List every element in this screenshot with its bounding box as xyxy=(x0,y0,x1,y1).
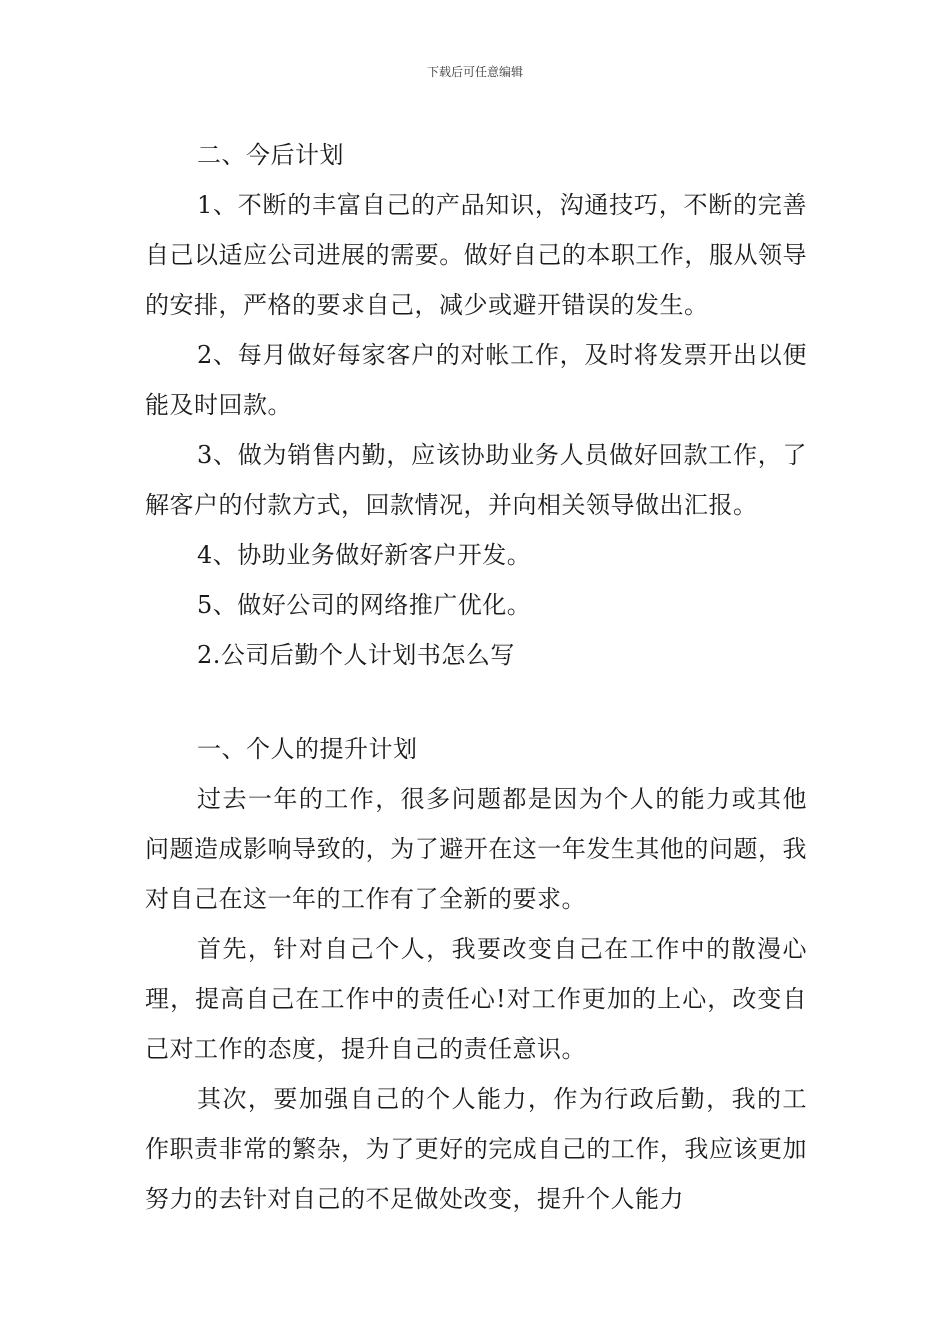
blank-spacer xyxy=(145,680,807,724)
section-heading-future-plan: 二、今后计划 xyxy=(197,141,344,169)
section-title-logistics-plan: 2.公司后勤个人计划书怎么写 xyxy=(197,641,515,669)
paragraph-item-4: 4、协助业务做好新客户开发。 xyxy=(197,541,532,569)
paragraph-item-3: 3、做为销售内勤，应该协助业务人员做好回款工作，了解客户的付款方式，回款情况，并向相关领导做出汇报。 xyxy=(145,441,807,519)
paragraph-item-2: 2、每月做好每家客户的对帐工作，及时将发票开出以便能及时回款。 xyxy=(145,341,807,419)
page-header: 下载后可任意编辑 xyxy=(426,65,523,79)
document-body xyxy=(145,130,807,1224)
paragraph-second: 其次，要加强自己的个人能力，作为行政后勤，我的工作职责非常的繁杂，为了更好的完成自己的工作，我应该更加努力的去针对自己的不足做处改变，提升个人能力 xyxy=(145,1085,807,1213)
paragraph-first: 首先，针对自己个人，我要改变自己在工作中的散漫心理，提高自己在工作中的责任心!对工作更加的上心，改变自己对工作的态度，提升自己的责任意识。 xyxy=(145,935,807,1063)
paragraph-item-5: 5、做好公司的网络推广优化。 xyxy=(197,591,532,619)
paragraph-past-year: 过去一年的工作，很多问题都是因为个人的能力或其他问题造成影响导致的，为了避开在这一年发生其他的问题，我对自己在这一年的工作有了全新的要求。 xyxy=(145,785,807,913)
paragraph-item-1: 1、不断的丰富自己的产品知识，沟通技巧，不断的完善自己以适应公司进展的需要。做好自己的本职工作，服从领导的安排，严格的要求自己，减少或避开错误的发生。 xyxy=(145,191,807,319)
section-heading-personal-improvement: 一、个人的提升计划 xyxy=(197,735,418,763)
